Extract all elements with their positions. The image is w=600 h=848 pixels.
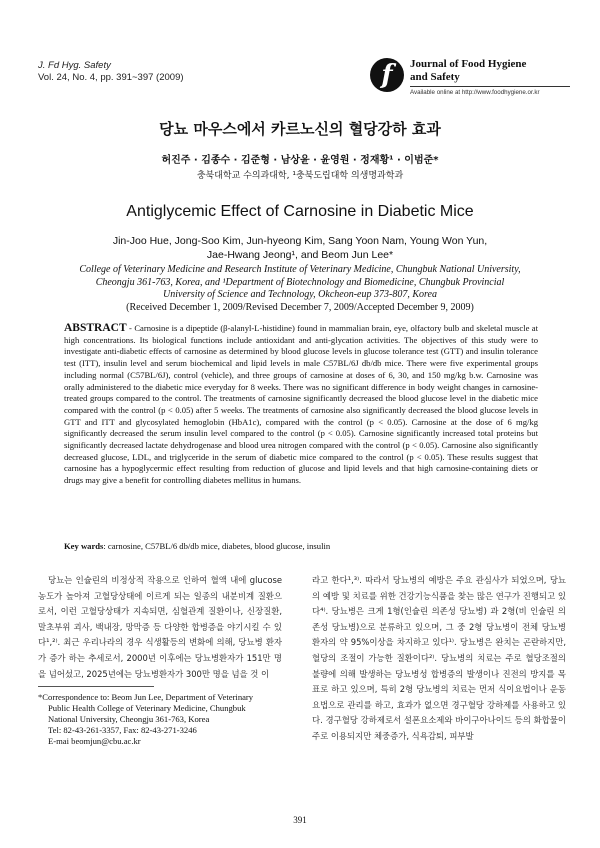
journal-logo [370,58,570,104]
body-paragraph: 라고 한다¹,³⁾. 따라서 당뇨병의 예방은 주요 관심사가 되었으며, 당뇨의 예방 및 치료를 위한 건강기능식품을 찾는 많은 연구가 진행되고 있다⁴⁾. 당뇨병은 크게 1형(인슐린 의존성 당뇨병) 과 2형(비 인슐린 의존성 당뇨병)으로 분류하고 있으며, 그 중 2형 당뇨병이 전체 당뇨병 환자의 약 95%이상을 차지하고 있다¹⁾. 당뇨병은 완치는 곤란하지만, 혈당의 조절이 가능한 질환이다²⁾. 당뇨병의 치료는 주로 혈당조절의 불량에 의해 발생하는 당뇨병성 합병증의 발생이나 진전의 방지를 목표로 하고 있으며, 특히 2형 당뇨병의 치료는 먼저 식이요법이나 운동요법으로 관리를 하고, 효과가 없으면 경구혈당 강하제를 사용하고 있다. 경구혈당 강하제로서 설폰요소제와 바이구아나이드 등의 화합물이 주로 이용되지만 체중증가, 식욕감퇴, 피부발 [312,575,566,741]
volume-line: Vol. 24, No. 4, pp. 391~397 (2009) [38,72,184,83]
keywords-label: Key wards [64,541,104,551]
correspondence-footnote [38,692,288,747]
authors-english-line1: Jin-Joo Hue, Jong-Soo Kim, Jun-hyeong Kim, Sang Yoon Nam, Young Won Yun, [112,235,488,247]
authors-korean: 허진주 · 김종수 · 김준형 · 남상윤 · 윤영원 · 정재황¹ · 이범준* [161,155,439,166]
logo-url: Available online at http://www.foodhygiene.or.kr [410,89,540,96]
abstract-text: - Carnosine is a dipeptide (β-alanyl-L-histidine) found in mammalian brain, eye, olfactory bulb and skeletal muscle at high concentrations. Its biological functions include antioxidant and anti-glycation activities. The objectives of this study were to investigate anti-diabetic effects of carnosine as determined by blood glucose levels in glucose tolerance test (GTT) and insulin tolerance test (ITT), insulin level and serum biochemical and lipid levels in male C57BL/6J db/db mice. There were five experimental groups including normal (C57BL/6J), control (vehicle), and three groups of carnosine at doses of 6, 30, and 150 mg/kg b.w. Carnosine was orally administered to the diabetic mice everyday for 8 weeks. There was no significant difference in body weight changes in carnosine-treated groups compared to the control. The treatments of carnosine significantly decreased the blood glucose level in the diabetic mice compared with the control (p < 0.05) after 5 weeks. The treatments of carnosine also significantly decreased the blood glucose levels in GTT and ITT and glycosylated hemoglobin (HbA1c), compared with the control (p < 0.05). Carnosine at the dose of 6 mg/kg significantly decreased the serum insulin level compared to the control (p < 0.05). Carnosine significantly increased total proteins but significantly decreased lactate dehydrogenase and blood urea nitrogen compared with the control (p < 0.05). Carnosine also significantly decreased glucose, LDL, and triglyceride in the serum of diabetic mice compared to the control (p < 0.05). These results suggest that carnosine has a hypoglycermic effect resulting from reduction of glucose and lipid levels and that high carnosine-containing diets or drugs may give a benefit for controlling diabetes mellitus in humans. [64,323,538,486]
affiliation-english-line1: College of Veterinary Medicine and Research Institute of Veterinary Medicine, Chungbuk National University, [79,264,521,275]
authors-english-line2: Jae-Hwang Jeong¹, and Beom Jun Lee* [206,249,394,261]
title-korean: 당뇨 마우스에서 카르노신의 혈당강하 효과 [159,120,441,138]
affiliation-korean: 충북대학교 수의과대학, ¹충북도립대학 의생명과학과 [196,171,404,181]
body-column-right [312,573,566,745]
footnote-line5: E-mai beomjun@cbu.ac.kr [48,736,141,746]
keywords [64,541,538,551]
keywords-text: : carnosine, C57BL/6 db/db mice, diabetes, blood glucose, insulin [103,541,331,551]
journal-abbrev: J. Fd Hyg. Safety [38,60,111,71]
journal-header [38,60,184,84]
abstract-label: ABSTRACT [64,322,127,334]
logo-title-line1: Journal of Food Hygiene [410,58,527,70]
footnote-line4: Tel: 82-43-261-3357, Fax: 82-43-271-3246 [48,725,197,735]
page-number: 391 [293,815,307,825]
received-dates: (Received December 1, 2009/Revised December 7, 2009/Accepted December 9, 2009) [126,302,474,313]
abstract [64,323,538,487]
affiliation-english-line3: University of Science and Technology, Okcheon-eup 373-807, Korea [163,289,437,300]
body-column-left [38,573,282,682]
logo-divider [410,86,570,87]
affiliation-english [50,264,550,302]
footnote-line1: *Correspondence to: Beom Jun Lee, Department of Veterinary [38,692,254,702]
footnote-line2: Public Health College of Veterinary Medicine, Chungbuk [48,703,246,713]
body-paragraph: 당뇨는 인슐린의 비정상적 작용으로 인하여 혈액 내에 glucose 농도가 높아져 고혈당상태에 이르게 되는 일종의 내분비계 질환으로서, 이런 고혈당상태가 지속되면, 심혈관계 질환이나, 신장질환, 말초부위 괴사, 백내장, 망막증 등 다양한 합병증을 야기시킬 수 있다¹,²⁾. 최근 우리나라의 경우 식생활등의 변화에 의해, 당뇨병 환자가 증가 하는 추세로서, 2000년 이후에는 당뇨병환자가 151만 명을 넘어섰고, 2025년에는 당뇨병환자가 300만 명을 넘을 것 이 [38,575,282,679]
logo-title [410,58,526,84]
title-english: Antiglycemic Effect of Carnosine in Diabetic Mice [126,203,474,220]
footnote-divider [38,686,154,687]
footnote-line3: National University, Cheongju 361-763, Korea [48,714,210,724]
journal-logo-icon: f [370,58,404,92]
affiliation-english-line2: Cheongju 361-763, Korea, and ¹Department of Biotechnology and Biomedicine, Chungbuk Provincial [95,276,505,288]
authors-english [60,234,540,262]
logo-title-line2: and Safety [410,71,460,83]
